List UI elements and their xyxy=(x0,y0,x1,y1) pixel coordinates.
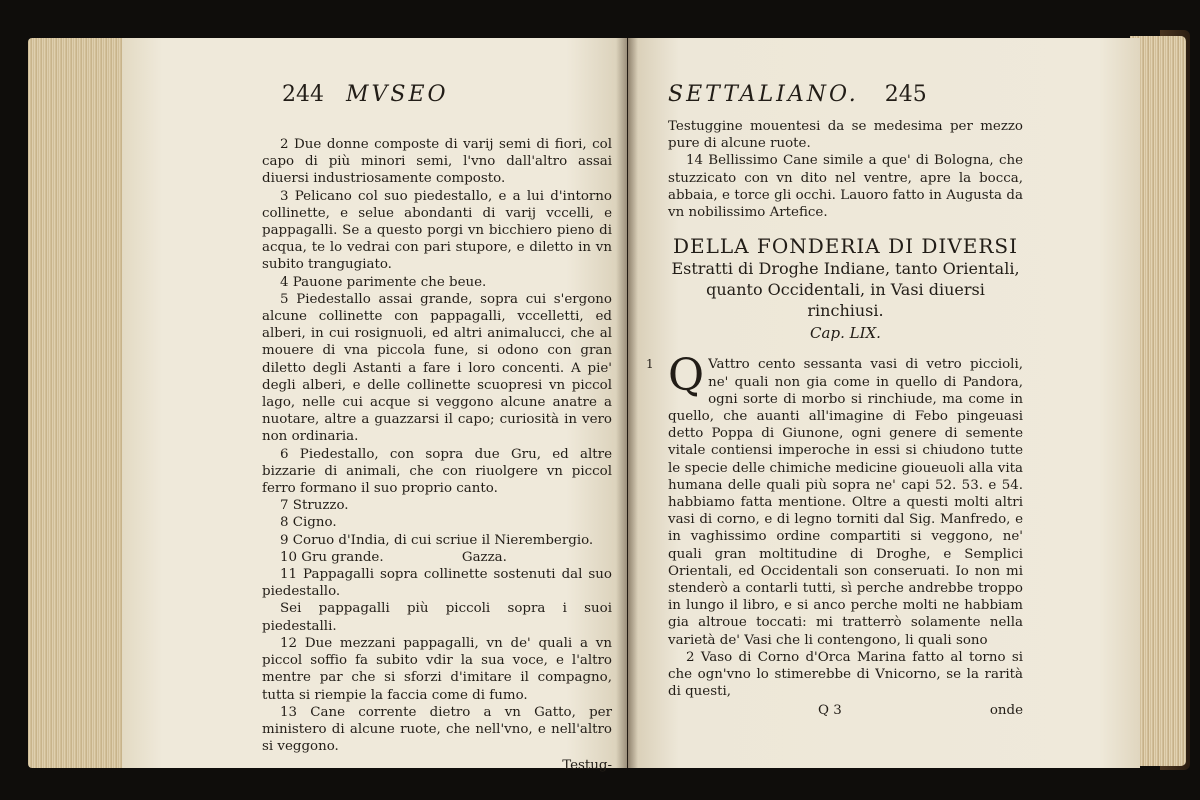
left-catchword-row xyxy=(262,757,612,774)
margin-number: 1 xyxy=(646,357,654,372)
entry-10 xyxy=(262,549,612,566)
entry-7: 7 Struzzo. xyxy=(280,498,349,514)
entry-12: 12 Due mezzani pappagalli, vn de' quali a vn piccol soffio fa subito vdir la sua voce, e l'altro mentre par che si sforzi d'imitare il compagno, tutta si riempie la faccia come di fumo. xyxy=(262,635,612,703)
entry-14: 14 Bellissimo Cane simile a que' di Bologna, che stuzzicato con vn dito nel ventre, apre la bocca, abbaia, e torce gli occhi. Lauoro fatto in Augusta da vn nobilissimo Artefice. xyxy=(668,153,1023,221)
entry-8: 8 Cigno. xyxy=(280,515,337,531)
signature-mark: Q 3 xyxy=(818,703,842,719)
left-running-title: MVSEO xyxy=(346,82,449,107)
chapter-body-text: Vattro cento sessanta vasi di vetro piccioli, ne' quali non gia come in quello di Pandora, ogni sorte di morbo si rinchiude, ma come in quello, che auanti all'imagine di Febo pingeuasi detto Poppa di Giunone, ogni genere di semente vitale contiensi imperoche in essi si chiudono tutte le specie delle chimiche medicine gioueuoli alla vita humana delle quali più sopra ne' capi 52. 53. e 54. habbiamo fatta mentione. Oltre a questi molti altri vasi di corno, e di legno torniti dal Sig. Manfredo, e in vaghissimo ordine compartiti si veggono, ne' quali gran moltitudine di Droghe, e Semplici Orientali, ed Occidentali son conseruati. Io non mi stenderò a contarli tutti, sì perche andrebbe troppo in lungo il libro, e si anco perche molti ne habbiam gia altroue toccati: mi tratterrò solamente nella varietà de' Vasi che li contengono, li quali sono xyxy=(668,357,1023,648)
chapter-body xyxy=(646,350,1023,648)
right-text-block xyxy=(646,118,1023,720)
right-catchword-row xyxy=(668,702,1023,719)
book-gutter xyxy=(616,38,638,768)
chapter-body-paragraph xyxy=(668,350,1023,648)
entry-10-gazza: Gazza. xyxy=(461,549,507,565)
left-page-edges xyxy=(28,38,128,768)
left-text-block xyxy=(262,136,612,775)
entry-5: 5 Piedestallo assai grande, sopra cui s'ergono alcune collinette con pappagalli, vccelletti, ed alberi, in cui rosignuoli, ed altri animalucci, che al mouere di vna piccola fune, si odono con gran diletto degli Astanti a fare i loro concenti. A pie' degli alberi, e delle collinette scuopresi vn piccol lago, nelle cui acque si veggono alcune anatre a nuotare, altre a guazzarsi il capo; curiosità in vero non ordinaria. xyxy=(262,291,612,445)
chapter-subtitle: Estratti di Droghe Indiane, tanto Orientali, quanto Occidentali, in Vasi diuersi rinchiusi. xyxy=(671,259,1020,321)
testuggine-entry: Testuggine mouentesi da se medesima per mezzo pure di alcune ruote. xyxy=(668,119,1023,152)
entry-9: 9 Coruo d'India, di cui scriue il Nierembergio. xyxy=(280,532,594,548)
left-page xyxy=(122,38,627,774)
entry-4: 4 Pauone parimente che beue. xyxy=(280,274,487,290)
vase-entry-2: 2 Vaso di Corno d'Orca Marina fatto al torno si che ogn'vno lo stimerebbe di Vnicorno, se la rarità di questi, xyxy=(668,649,1023,700)
right-running-head xyxy=(668,82,927,107)
left-running-head xyxy=(282,82,449,107)
left-catchword: Testug- xyxy=(562,758,612,774)
entry-10-gru: 10 Gru grande. xyxy=(280,549,384,565)
right-catchword: onde xyxy=(989,703,1023,719)
entry-11b: Sei pappagalli più piccoli sopra i suoi piedestalli. xyxy=(262,601,612,634)
entry-13: 13 Cane corrente dietro a vn Gatto, per ministero di alcune ruote, che nell'vno, e nell'altro si veggono. xyxy=(262,704,612,755)
entry-11: 11 Pappagalli sopra collinette sostenuti dal suo piedestallo. xyxy=(262,567,612,600)
chapter-number: Cap. LIX. xyxy=(810,324,881,343)
entry-3: 3 Pelicano col suo piedestallo, e a lui d'intorno collinette, e selue abondanti di varij vccelli, e pappagalli. Se a questo porgi vn bicchiero pieno di acqua, te lo vedrai con pari stupore, e diletto in vn subito trangugiato. xyxy=(262,188,612,273)
right-page-number: 245 xyxy=(884,82,927,107)
entry-6: 6 Piedestallo, con sopra due Gru, ed altre bizzarie di animali, che con riuolgere vn piccol ferro formano il suo proprio canto. xyxy=(262,446,612,497)
right-running-title: SETTALIANO. xyxy=(668,82,859,107)
chapter-title: DELLA FONDERIA DI DIVERSI xyxy=(672,234,1019,259)
right-page xyxy=(628,38,1140,768)
drop-capital: Q xyxy=(668,350,705,402)
entry-2: 2 Due donne composte di varij semi di fiori, col capo di più minori semi, l'vno dall'altro assai diuersi industriosamente composto. xyxy=(262,137,612,187)
left-page-number: 244 xyxy=(282,82,324,107)
